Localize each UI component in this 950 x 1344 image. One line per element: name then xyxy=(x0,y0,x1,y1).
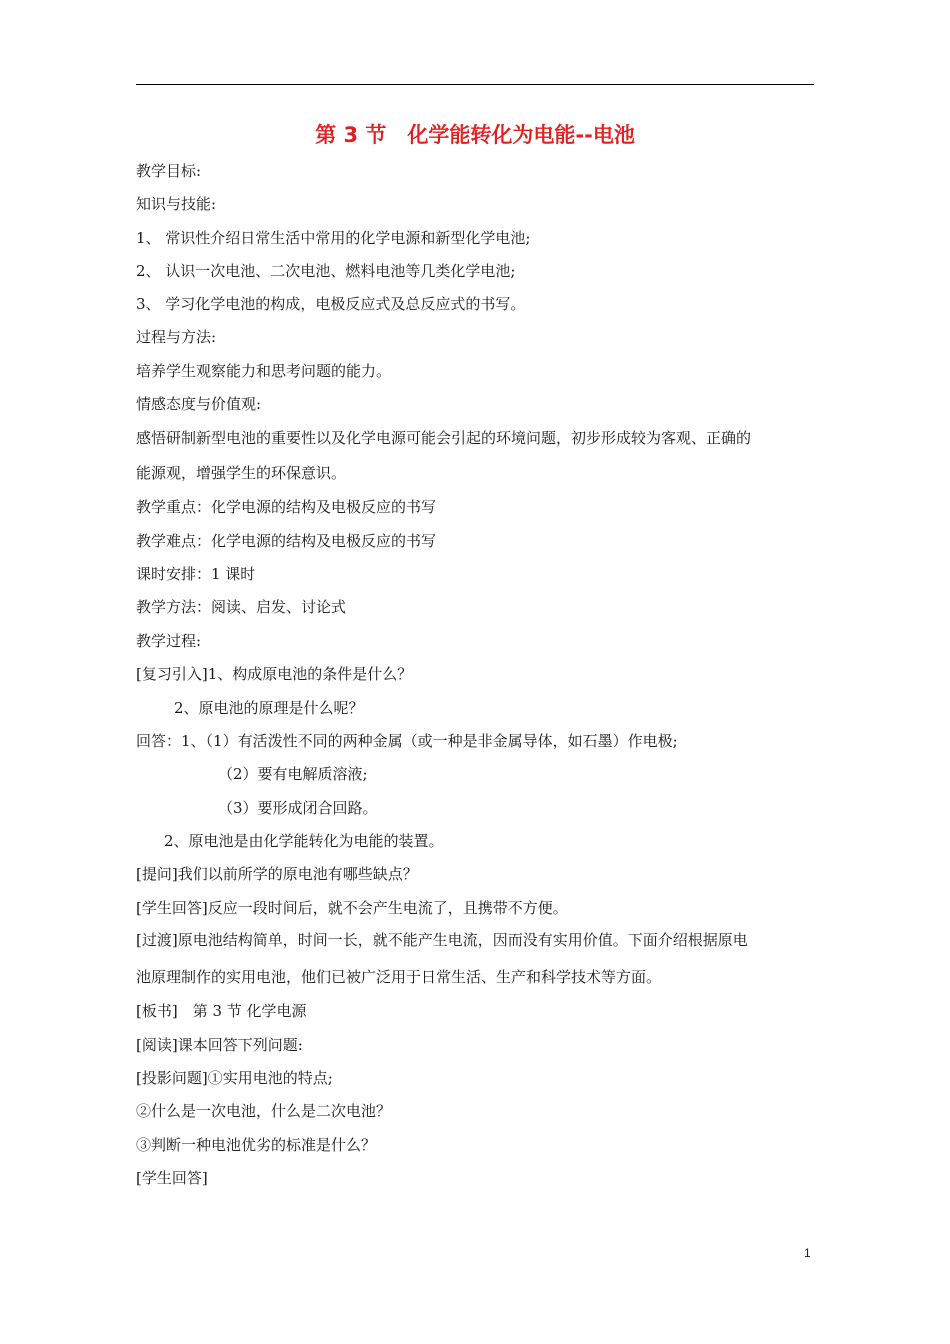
text-line: 教学方法：阅读、启发、讨论式 xyxy=(136,598,347,616)
text-line: （3）要形成闭合回路。 xyxy=(218,799,378,817)
text-line: ③判断一种电池优劣的标准是什么？ xyxy=(136,1136,377,1154)
header-rule xyxy=(136,84,814,85)
text-line: 情感态度与价值观: xyxy=(136,395,262,413)
text-line: [学生回答] xyxy=(136,1169,208,1187)
text-line: 池原理制作的实用电池，他们已被广泛用于日常生活、生产和科学技术等方面。 xyxy=(136,968,662,986)
text-line: 教学过程: xyxy=(136,632,202,650)
text-line: 教学目标: xyxy=(136,162,202,180)
text-line: [复习引入]1、构成原电池的条件是什么？ xyxy=(136,665,413,683)
section-title: 第 3 节 化学能转化为电能--电池 xyxy=(315,123,635,147)
text-line: 感悟研制新型电池的重要性以及化学电源可能会引起的环境问题，初步形成较为客观、正确的 xyxy=(136,429,752,447)
text-line: [阅读]课本回答下列问题: xyxy=(136,1036,303,1054)
text-line: [投影问题]①实用电池的特点; xyxy=(136,1069,333,1087)
text-line: 2、原电池的原理是什么呢？ xyxy=(174,699,364,717)
text-line: 培养学生观察能力和思考问题的能力。 xyxy=(136,362,392,380)
text-line: 课时安排：1 课时 xyxy=(136,565,256,583)
text-line: [过渡]原电池结构简单，时间一长，就不能产生电流，因而没有实用价值。下面介绍根据原电 xyxy=(136,931,748,949)
text-line: 教学难点：化学电源的结构及电极反应的书写 xyxy=(136,532,437,550)
text-line: 过程与方法: xyxy=(136,328,217,346)
text-line: ②什么是一次电池，什么是二次电池？ xyxy=(136,1102,392,1120)
text-line: [学生回答]反应一段时间后，就不会产生电流了，且携带不方便。 xyxy=(136,899,568,917)
text-line: 能源观，增强学生的环保意识。 xyxy=(136,464,347,482)
text-line: 2、 认识一次电池、二次电池、燃料电池等几类化学电池; xyxy=(136,262,516,280)
page-number: 1 xyxy=(804,1246,811,1260)
text-line: [提问]我们以前所学的原电池有哪些缺点？ xyxy=(136,865,418,883)
text-line: 知识与技能: xyxy=(136,195,217,213)
text-line: 1、 常识性介绍日常生活中常用的化学电源和新型化学电池; xyxy=(136,229,531,247)
text-line: 回答：1、（1）有活泼性不同的两种金属（或一种是非金属导体，如石墨）作电极; xyxy=(136,732,678,750)
text-line: [板书] 第 3 节 化学电源 xyxy=(136,1002,307,1020)
text-line: 2、原电池是由化学能转化为电能的装置。 xyxy=(164,832,444,850)
text-line: 3、 学习化学电池的构成，电极反应式及总反应式的书写。 xyxy=(136,295,526,313)
text-line: 教学重点：化学电源的结构及电极反应的书写 xyxy=(136,498,437,516)
text-line: （2）要有电解质溶液; xyxy=(218,765,368,783)
